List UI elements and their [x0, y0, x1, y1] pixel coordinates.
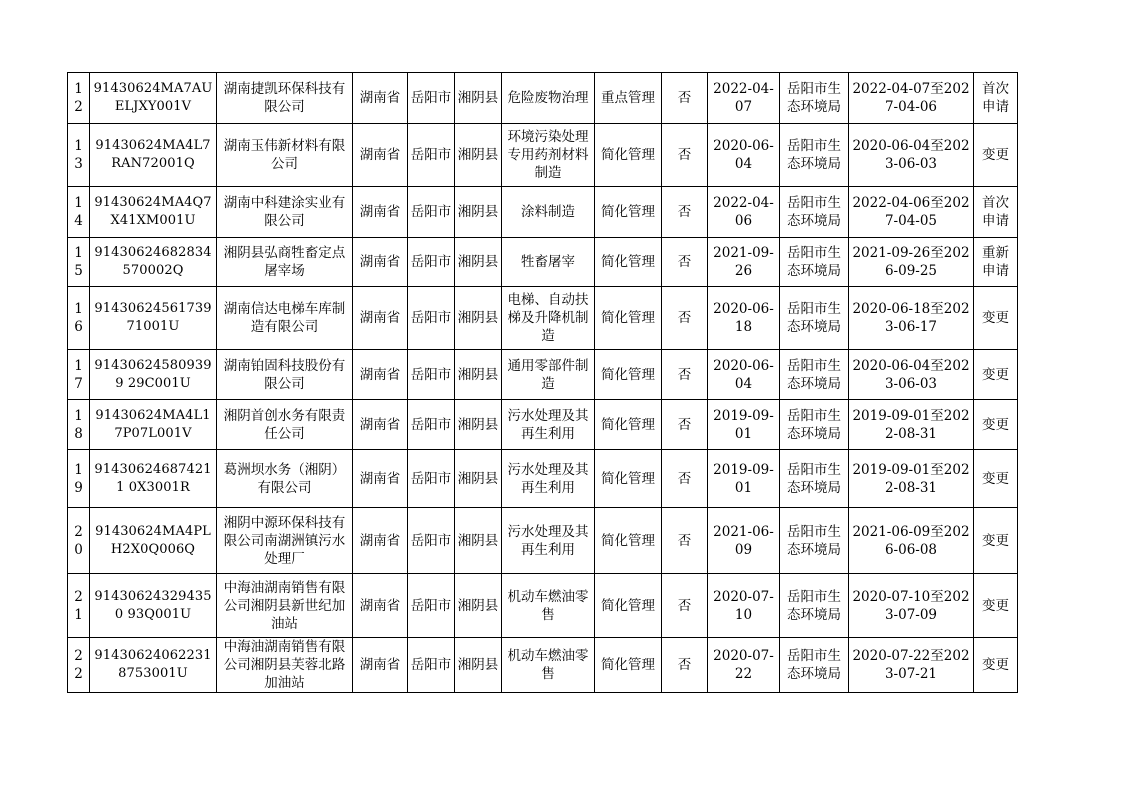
industry-cell: 机动车燃油零售: [502, 638, 595, 693]
issue-date-cell: 2019-09-01: [708, 450, 780, 508]
company-name-cell: 湘阴县弘商牲畜定点屠宰场: [217, 238, 353, 287]
flag-cell: 否: [662, 187, 708, 238]
industry-cell: 牲畜屠宰: [502, 238, 595, 287]
application-type-cell: 重新申请: [974, 238, 1018, 287]
validity-period-cell: 2019-09-01至2022-08-31: [849, 450, 974, 508]
company-name-cell: 湖南捷凯环保科技有限公司: [217, 73, 353, 124]
credit-code-cell: 914306240622318753001U: [90, 638, 217, 693]
county-cell: 湘阴县: [455, 450, 502, 508]
industry-cell: 涂料制造: [502, 187, 595, 238]
management-category-cell: 简化管理: [595, 350, 662, 400]
city-cell: 岳阳市: [408, 400, 455, 450]
company-name-cell: 湘阴首创水务有限责任公司: [217, 400, 353, 450]
credit-code-cell: 9143062456173971001U: [90, 287, 217, 350]
table-row: [68, 124, 1018, 187]
management-category-cell: 简化管理: [595, 574, 662, 638]
credit-code-cell: 91430624MA7AUELJXY001V: [90, 73, 217, 124]
management-category-cell: 简化管理: [595, 400, 662, 450]
industry-cell: 危险废物治理: [502, 73, 595, 124]
management-category-cell: 重点管理: [595, 73, 662, 124]
industry-cell: 污水处理及其再生利用: [502, 508, 595, 574]
table-row: [68, 73, 1018, 124]
issuing-authority-cell: 岳阳市生态环境局: [780, 187, 849, 238]
county-cell: 湘阴县: [455, 187, 502, 238]
county-cell: 湘阴县: [455, 574, 502, 638]
city-cell: 岳阳市: [408, 574, 455, 638]
province-cell: 湖南省: [353, 508, 408, 574]
table-row: [68, 238, 1018, 287]
flag-cell: 否: [662, 400, 708, 450]
table-row: [68, 287, 1018, 350]
application-type-cell: 变更: [974, 450, 1018, 508]
application-type-cell: 变更: [974, 400, 1018, 450]
city-cell: 岳阳市: [408, 638, 455, 693]
county-cell: 湘阴县: [455, 73, 502, 124]
company-name-cell: 湖南铂固科技股份有限公司: [217, 350, 353, 400]
issue-date-cell: 2021-06-09: [708, 508, 780, 574]
company-name-cell: 湘阴中源环保科技有限公司南湖洲镇污水处理厂: [217, 508, 353, 574]
industry-cell: 环境污染处理专用药剂材料制造: [502, 124, 595, 187]
credit-code-cell: 91430624682834570002Q: [90, 238, 217, 287]
city-cell: 岳阳市: [408, 187, 455, 238]
issuing-authority-cell: 岳阳市生态环境局: [780, 508, 849, 574]
issue-date-cell: 2020-07-10: [708, 574, 780, 638]
city-cell: 岳阳市: [408, 238, 455, 287]
issue-date-cell: 2020-07-22: [708, 638, 780, 693]
province-cell: 湖南省: [353, 238, 408, 287]
issue-date-cell: 2022-04-07: [708, 73, 780, 124]
issuing-authority-cell: 岳阳市生态环境局: [780, 638, 849, 693]
issue-date-cell: 2019-09-01: [708, 400, 780, 450]
city-cell: 岳阳市: [408, 287, 455, 350]
application-type-cell: 变更: [974, 350, 1018, 400]
issue-date-cell: 2020-06-04: [708, 350, 780, 400]
county-cell: 湘阴县: [455, 287, 502, 350]
table-row: [68, 638, 1018, 693]
city-cell: 岳阳市: [408, 450, 455, 508]
issuing-authority-cell: 岳阳市生态环境局: [780, 238, 849, 287]
issuing-authority-cell: 岳阳市生态环境局: [780, 287, 849, 350]
flag-cell: 否: [662, 124, 708, 187]
permit-table: [67, 72, 1018, 693]
county-cell: 湘阴县: [455, 238, 502, 287]
flag-cell: 否: [662, 73, 708, 124]
province-cell: 湖南省: [353, 574, 408, 638]
county-cell: 湘阴县: [455, 508, 502, 574]
province-cell: 湖南省: [353, 73, 408, 124]
row-number-cell: 18: [68, 400, 90, 450]
row-number-cell: 19: [68, 450, 90, 508]
province-cell: 湖南省: [353, 450, 408, 508]
row-number-cell: 14: [68, 187, 90, 238]
management-category-cell: 简化管理: [595, 508, 662, 574]
province-cell: 湖南省: [353, 638, 408, 693]
application-type-cell: 首次申请: [974, 73, 1018, 124]
table-row: [68, 574, 1018, 638]
flag-cell: 否: [662, 638, 708, 693]
management-category-cell: 简化管理: [595, 124, 662, 187]
validity-period-cell: 2021-09-26至2026-09-25: [849, 238, 974, 287]
issue-date-cell: 2021-09-26: [708, 238, 780, 287]
issuing-authority-cell: 岳阳市生态环境局: [780, 350, 849, 400]
company-name-cell: 湖南中科建涂实业有限公司: [217, 187, 353, 238]
row-number-cell: 13: [68, 124, 90, 187]
industry-cell: 污水处理及其再生利用: [502, 400, 595, 450]
validity-period-cell: 2020-06-04至2023-06-03: [849, 350, 974, 400]
flag-cell: 否: [662, 350, 708, 400]
province-cell: 湖南省: [353, 400, 408, 450]
province-cell: 湖南省: [353, 350, 408, 400]
credit-code-cell: 914306246874211 0X3001R: [90, 450, 217, 508]
application-type-cell: 变更: [974, 287, 1018, 350]
province-cell: 湖南省: [353, 124, 408, 187]
row-number-cell: 15: [68, 238, 90, 287]
issuing-authority-cell: 岳阳市生态环境局: [780, 574, 849, 638]
province-cell: 湖南省: [353, 287, 408, 350]
table-row: [68, 187, 1018, 238]
city-cell: 岳阳市: [408, 508, 455, 574]
company-name-cell: 葛洲坝水务（湘阴）有限公司: [217, 450, 353, 508]
county-cell: 湘阴县: [455, 350, 502, 400]
credit-code-cell: 91430624MA4PLH2X0Q006Q: [90, 508, 217, 574]
row-number-cell: 22: [68, 638, 90, 693]
application-type-cell: 变更: [974, 124, 1018, 187]
company-name-cell: 湖南信达电梯车库制造有限公司: [217, 287, 353, 350]
management-category-cell: 简化管理: [595, 287, 662, 350]
company-name-cell: 中海油湖南销售有限公司湘阴县芙蓉北路加油站: [217, 638, 353, 693]
issue-date-cell: 2022-04-06: [708, 187, 780, 238]
issue-date-cell: 2020-06-04: [708, 124, 780, 187]
credit-code-cell: 91430624MA4L17P07L001V: [90, 400, 217, 450]
city-cell: 岳阳市: [408, 350, 455, 400]
validity-period-cell: 2022-04-06至2027-04-05: [849, 187, 974, 238]
validity-period-cell: 2021-06-09至2026-06-08: [849, 508, 974, 574]
table-row: [68, 350, 1018, 400]
flag-cell: 否: [662, 574, 708, 638]
credit-code-cell: 914306243294350 93Q001U: [90, 574, 217, 638]
table-row: [68, 450, 1018, 508]
industry-cell: 污水处理及其再生利用: [502, 450, 595, 508]
credit-code-cell: 91430624MA4Q7X41XM001U: [90, 187, 217, 238]
row-number-cell: 12: [68, 73, 90, 124]
flag-cell: 否: [662, 287, 708, 350]
row-number-cell: 17: [68, 350, 90, 400]
row-number-cell: 21: [68, 574, 90, 638]
city-cell: 岳阳市: [408, 124, 455, 187]
credit-code-cell: 91430624MA4L7RAN72001Q: [90, 124, 217, 187]
company-name-cell: 湖南玉伟新材料有限公司: [217, 124, 353, 187]
flag-cell: 否: [662, 508, 708, 574]
industry-cell: 机动车燃油零售: [502, 574, 595, 638]
row-number-cell: 16: [68, 287, 90, 350]
flag-cell: 否: [662, 238, 708, 287]
management-category-cell: 简化管理: [595, 450, 662, 508]
issuing-authority-cell: 岳阳市生态环境局: [780, 124, 849, 187]
county-cell: 湘阴县: [455, 638, 502, 693]
application-type-cell: 首次申请: [974, 187, 1018, 238]
application-type-cell: 变更: [974, 508, 1018, 574]
validity-period-cell: 2020-06-18至2023-06-17: [849, 287, 974, 350]
validity-period-cell: 2020-07-22至2023-07-21: [849, 638, 974, 693]
management-category-cell: 简化管理: [595, 187, 662, 238]
province-cell: 湖南省: [353, 187, 408, 238]
management-category-cell: 简化管理: [595, 238, 662, 287]
validity-period-cell: 2019-09-01至2022-08-31: [849, 400, 974, 450]
county-cell: 湘阴县: [455, 124, 502, 187]
county-cell: 湘阴县: [455, 400, 502, 450]
table-row: [68, 400, 1018, 450]
issue-date-cell: 2020-06-18: [708, 287, 780, 350]
permit-table-body: [68, 73, 1018, 693]
row-number-cell: 20: [68, 508, 90, 574]
flag-cell: 否: [662, 450, 708, 508]
application-type-cell: 变更: [974, 574, 1018, 638]
issuing-authority-cell: 岳阳市生态环境局: [780, 73, 849, 124]
management-category-cell: 简化管理: [595, 638, 662, 693]
validity-period-cell: 2020-06-04至2023-06-03: [849, 124, 974, 187]
application-type-cell: 变更: [974, 638, 1018, 693]
company-name-cell: 中海油湖南销售有限公司湘阴县新世纪加油站: [217, 574, 353, 638]
industry-cell: 电梯、自动扶梯及升降机制造: [502, 287, 595, 350]
city-cell: 岳阳市: [408, 73, 455, 124]
credit-code-cell: 914306245809399 29C001U: [90, 350, 217, 400]
issuing-authority-cell: 岳阳市生态环境局: [780, 400, 849, 450]
table-row: [68, 508, 1018, 574]
issuing-authority-cell: 岳阳市生态环境局: [780, 450, 849, 508]
industry-cell: 通用零部件制造: [502, 350, 595, 400]
validity-period-cell: 2020-07-10至2023-07-09: [849, 574, 974, 638]
validity-period-cell: 2022-04-07至2027-04-06: [849, 73, 974, 124]
